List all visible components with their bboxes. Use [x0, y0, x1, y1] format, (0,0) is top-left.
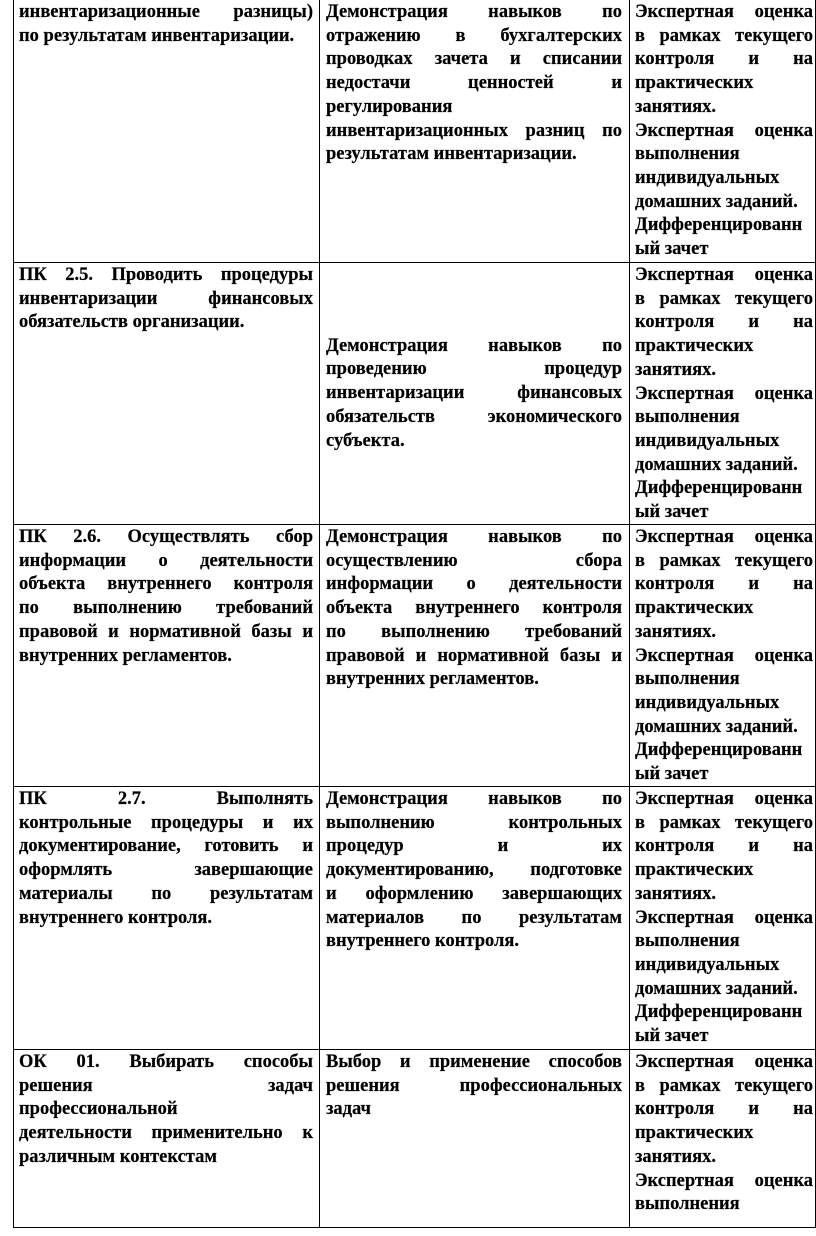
table-row: [13, 0, 816, 263]
text-line: материалы по результатам: [19, 883, 313, 904]
text-line: Дифференцированн: [635, 215, 803, 236]
text-line: практических: [635, 860, 754, 881]
criteria-cell: [320, 787, 630, 1049]
text-line: задач: [326, 1099, 371, 1120]
text-line: внутренних регламентов.: [326, 669, 539, 690]
text-line: Экспертная оценка: [635, 1170, 813, 1191]
competency-cell: [13, 0, 320, 262]
text-line: занятиях.: [635, 96, 716, 117]
text-line: правовой и нормативной базы и: [19, 621, 313, 642]
table-row: [13, 525, 816, 787]
text-line: выполнения: [635, 407, 740, 428]
text-line: занятиях.: [635, 621, 716, 642]
text-line: Экспертная оценка: [635, 2, 813, 22]
text-line: индивидуальных: [635, 430, 780, 451]
text-line: решения профессиональных: [326, 1075, 622, 1096]
text-line: контроля и на: [635, 574, 813, 595]
text-line: занятиях.: [635, 1146, 716, 1167]
text-line: занятиях.: [635, 883, 716, 904]
text-line: контроля и на: [635, 49, 813, 70]
text-line: Демонстрация навыков по: [326, 2, 622, 22]
text-line: деятельности применительно к: [19, 1123, 313, 1144]
text-line: выполнения: [635, 669, 740, 690]
text-line: оформлять завершающие: [19, 860, 313, 881]
assessment-methods-cell: [630, 263, 816, 524]
text-line: выполнения: [635, 144, 740, 165]
table-row: [13, 787, 816, 1050]
text-line: ый зачет: [635, 764, 709, 785]
text-line: информации о деятельности: [19, 550, 313, 571]
text-line: недостачи ценностей и: [326, 73, 622, 94]
text-line: практических: [635, 1123, 754, 1144]
text-line: Экспертная оценка: [635, 645, 813, 666]
text-line: индивидуальных: [635, 692, 780, 713]
competency-cell: [13, 1050, 320, 1227]
text-line: проводках зачета и списании: [326, 49, 622, 70]
text-line: документирование, готовить и: [19, 836, 313, 857]
text-line: ПК 2.7. Выполнять: [19, 789, 313, 809]
text-line: Экспертная оценка: [635, 120, 813, 141]
text-line: обязательств экономического: [326, 406, 622, 427]
text-line: занятиях.: [635, 359, 716, 380]
text-line: домашних заданий.: [635, 454, 798, 475]
text-line: контроля и на: [635, 312, 813, 333]
text-line: ПК 2.6. Осуществлять сбор: [19, 527, 313, 547]
criteria-cell: [320, 0, 630, 262]
text-line: ый зачет: [635, 502, 709, 523]
text-line: внутреннего контроля.: [326, 931, 520, 952]
text-line: профессиональной: [19, 1099, 178, 1120]
text-line: практических: [635, 73, 754, 94]
text-line: документированию, подготовке: [326, 860, 622, 881]
text-line: инвентаризации финансовых: [326, 383, 622, 404]
text-line: объекта внутреннего контроля: [19, 574, 313, 595]
text-line: Экспертная оценка: [635, 789, 813, 809]
assessment-methods-cell: [630, 0, 816, 262]
text-line: информации о деятельности: [326, 574, 622, 595]
text-line: в рамках текущего: [635, 288, 813, 309]
text-line: внутренних регламентов.: [19, 645, 232, 666]
competency-cell: [13, 787, 320, 1049]
competency-cell: [13, 263, 320, 524]
text-line: индивидуальных: [635, 954, 780, 975]
text-line: различным контекстам: [19, 1146, 217, 1167]
text-line: осуществлению сбора: [326, 550, 622, 571]
text-line: индивидуальных: [635, 167, 780, 188]
text-line: выполнения: [635, 1194, 740, 1215]
text-line: ПК 2.5. Проводить процедуры: [19, 265, 313, 285]
text-line: и оформлению завершающих: [326, 883, 622, 904]
text-line: внутреннего контроля.: [19, 907, 213, 928]
text-line: объекта внутреннего контроля: [326, 598, 622, 619]
text-line: Демонстрация навыков по: [326, 335, 622, 356]
text-line: проведению процедур: [326, 359, 622, 380]
table-row: [13, 1050, 816, 1228]
text-line: отражению в бухгалтерских: [326, 25, 622, 46]
criteria-cell: [320, 525, 630, 786]
criteria-cell: [320, 1050, 630, 1227]
text-line: Экспертная оценка: [635, 383, 813, 404]
text-line: практических: [635, 598, 754, 619]
text-line: ый зачет: [635, 1026, 709, 1047]
text-line: Экспертная оценка: [635, 527, 813, 547]
text-line: процедур и их: [326, 836, 622, 857]
text-line: обязательств организации.: [19, 312, 245, 333]
text-line: Дифференцированн: [635, 740, 803, 761]
text-line: выполнения: [635, 931, 740, 952]
text-line: домашних заданий.: [635, 191, 798, 212]
text-line: правовой и нормативной базы и: [326, 645, 622, 666]
text-line: домашних заданий.: [635, 978, 798, 999]
text-line: Выбор и применение способов: [326, 1052, 622, 1072]
text-line: Дифференцированн: [635, 1002, 803, 1023]
text-line: результатам инвентаризации.: [326, 144, 577, 165]
table-row: [13, 263, 816, 525]
text-line: Демонстрация навыков по: [326, 527, 622, 547]
text-line: материалов по результатам: [326, 907, 622, 928]
assessment-methods-cell: [630, 787, 816, 1049]
text-line: решения задач: [19, 1075, 313, 1096]
assessment-methods-cell: [630, 1050, 816, 1227]
text-line: ОК 01. Выбирать способы: [19, 1052, 313, 1072]
text-line: контрольные процедуры и их: [19, 812, 313, 833]
text-line: в рамках текущего: [635, 25, 813, 46]
text-line: Экспертная оценка: [635, 907, 813, 928]
text-line: субъекта.: [326, 430, 405, 451]
text-line: инвентаризации финансовых: [19, 288, 313, 309]
text-line: в рамках текущего: [635, 550, 813, 571]
text-line: Демонстрация навыков по: [326, 789, 622, 809]
text-line: Дифференцированн: [635, 478, 803, 499]
text-line: выполнению контрольных: [326, 812, 622, 833]
text-line: инвентаризационных разниц по: [326, 120, 622, 141]
text-line: контроля и на: [635, 836, 813, 857]
text-line: по выполнению требований: [19, 598, 313, 619]
text-line: домашних заданий.: [635, 716, 798, 737]
assessment-methods-cell: [630, 525, 816, 786]
text-line: ый зачет: [635, 239, 709, 260]
text-line: контроля и на: [635, 1099, 813, 1120]
text-line: по выполнению требований: [326, 621, 622, 642]
text-line: инвентаризационные разницы): [19, 2, 313, 22]
text-line: Экспертная оценка: [635, 265, 813, 285]
text-line: практических: [635, 336, 754, 357]
assessment-table: [13, 0, 816, 1228]
text-line: регулирования: [326, 96, 453, 117]
text-line: в рамках текущего: [635, 1075, 813, 1096]
text-line: по результатам инвентаризации.: [19, 25, 295, 46]
competency-cell: [13, 525, 320, 786]
criteria-cell: [320, 263, 630, 524]
text-line: Экспертная оценка: [635, 1052, 813, 1072]
text-line: в рамках текущего: [635, 812, 813, 833]
